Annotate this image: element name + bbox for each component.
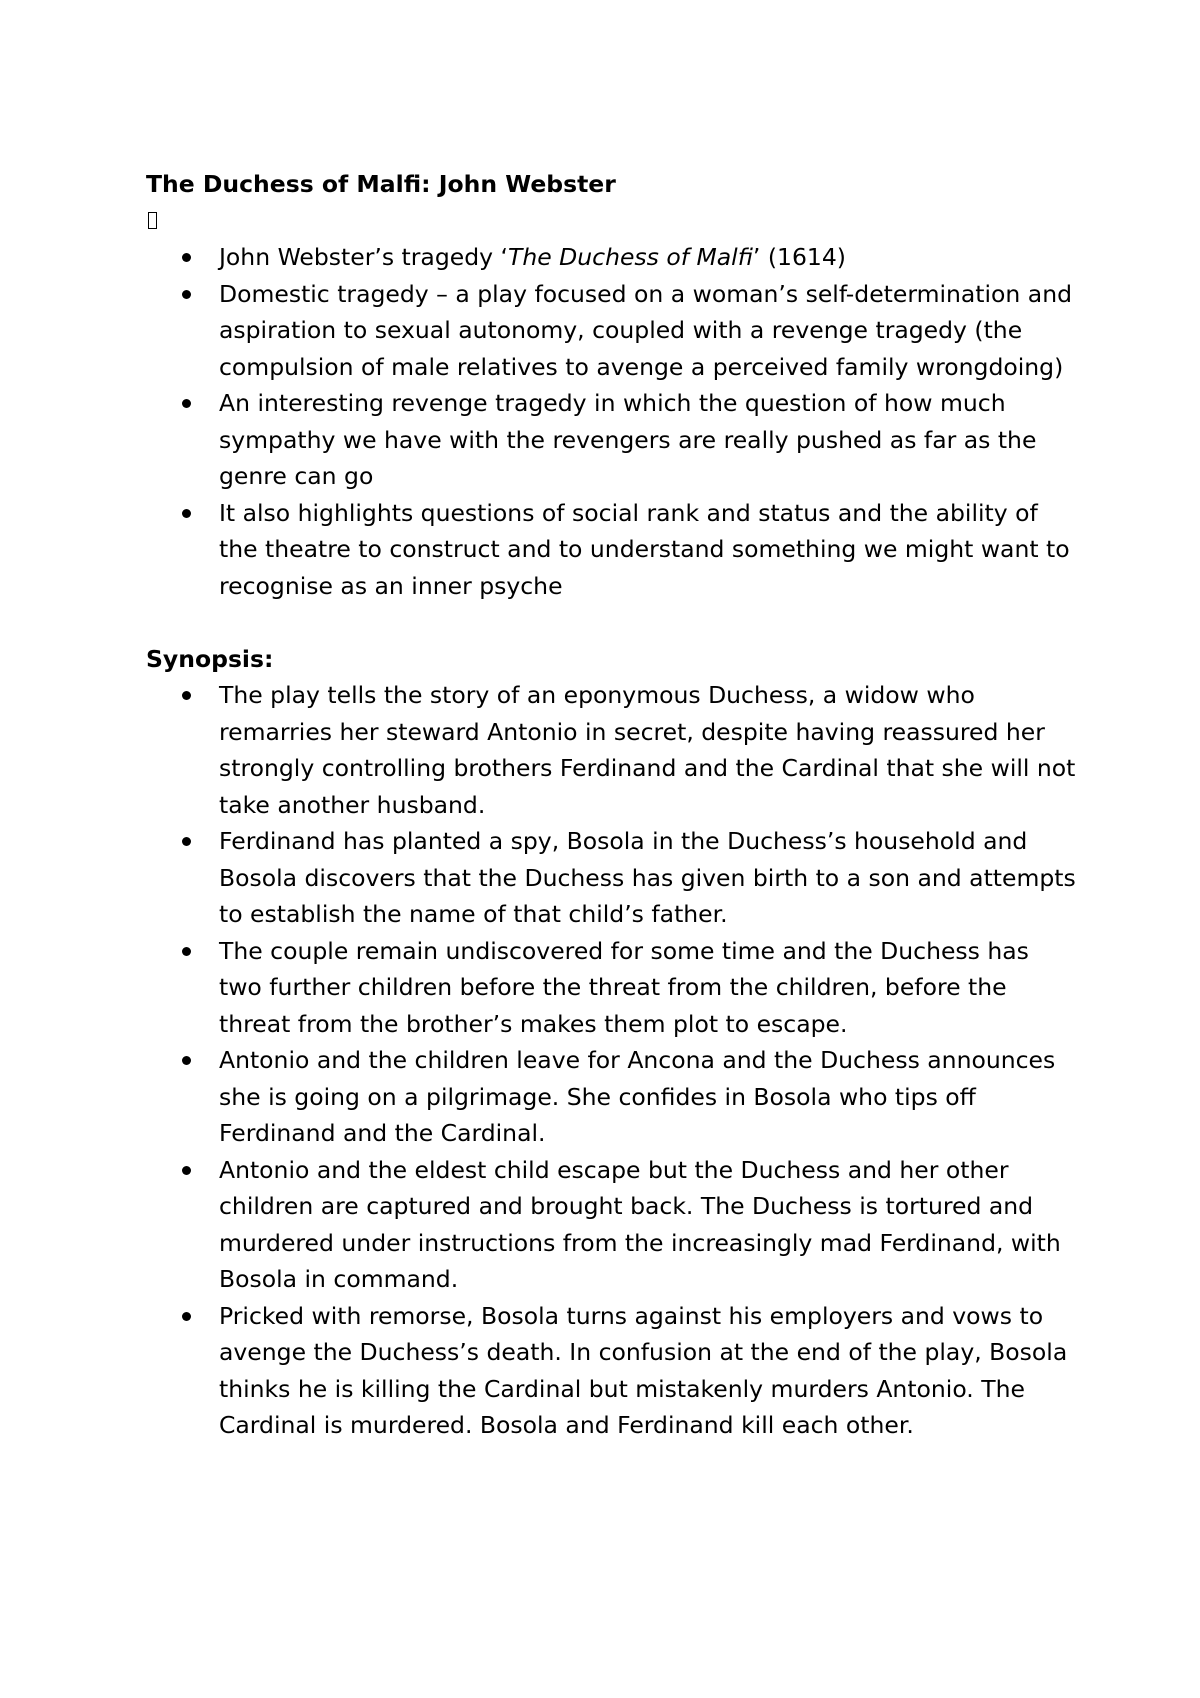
intro-item-1-post: ’ (1614) <box>752 243 846 271</box>
list-item <box>146 239 1076 276</box>
document-body <box>146 166 1076 1444</box>
list-item <box>146 276 1076 386</box>
intro-item-text: It also highlights questions of social rank and status and the ability of the theatre to construct and to understand something we might want to recognise as an inner psyche <box>219 498 1070 600</box>
missing-glyph-icon <box>148 212 157 229</box>
bullet-icon <box>182 253 191 262</box>
bullet-icon <box>182 509 191 518</box>
synopsis-item-text: Antonio and the eldest child escape but the Duchess and her other children are captured and brought back. The Duchess is tortured and murdered under instructions from the increasingly mad Ferdinand, with Bosola in command. <box>219 1155 1061 1293</box>
list-item <box>146 823 1076 933</box>
synopsis-item-text: The couple remain undiscovered for some time and the Duchess has two further children before the threat from the children, before the threat from the brother’s makes them plot to escape. <box>219 936 1029 1038</box>
synopsis-item-text: Pricked with remorse, Bosola turns against his employers and vows to avenge the Duchess’s death. In confusion at the end of the play, Bosola thinks he is killing the Cardinal but mistakenly murders Antonio. The Cardinal is murdered. Bosola and Ferdinand kill each other. <box>219 1301 1068 1439</box>
play-title-italic: The Duchess of Malfi <box>507 243 753 271</box>
synopsis-list <box>146 677 1076 1444</box>
bullet-icon <box>182 1166 191 1175</box>
bullet-icon <box>182 1056 191 1065</box>
bullet-icon <box>182 947 191 956</box>
bullet-icon <box>182 290 191 299</box>
list-item <box>146 933 1076 1043</box>
bullet-icon <box>182 1312 191 1321</box>
synopsis-item-text: The play tells the story of an eponymous Duchess, a widow who remarries her steward Antonio in secret, despite having reassured her strongly controlling brothers Ferdinand and the Cardinal that she will not take another husband. <box>219 681 1076 819</box>
list-item <box>146 385 1076 495</box>
synopsis-heading: Synopsis: <box>146 644 274 673</box>
blank-line <box>146 604 1076 641</box>
synopsis-item-text: Antonio and the children leave for Ancona and the Duchess announces she is going on a pilgrimage. She confides in Bosola who tips off Ferdinand and the Cardinal. <box>219 1046 1056 1147</box>
bullet-icon <box>182 837 191 846</box>
synopsis-item-text: Ferdinand has planted a spy, Bosola in the Duchess’s household and Bosola discovers that the Duchess has given birth to a son and attempts to establish the name of that child’s father. <box>219 827 1076 928</box>
intro-item-text: Domestic tragedy – a play focused on a woman’s self-determination and aspiration to sexual autonomy, coupled with a revenge tragedy (the compulsion of male relatives to avenge a perceived family wrongdoing) <box>219 279 1072 381</box>
list-item <box>146 677 1076 823</box>
intro-item-1-pre: John Webster’s tragedy ‘ <box>219 243 508 271</box>
intro-list <box>146 239 1076 604</box>
page-title: The Duchess of Malfi: John Webster <box>146 170 616 198</box>
list-item <box>146 1042 1076 1152</box>
list-item <box>146 495 1076 605</box>
list-item <box>146 1298 1076 1444</box>
bullet-icon <box>182 691 191 700</box>
list-item <box>146 1152 1076 1298</box>
bullet-icon <box>182 399 191 408</box>
intro-item-text: An interesting revenge tragedy in which the question of how much sympathy we have with the revengers are really pushed as far as the genre can go <box>219 389 1037 490</box>
missing-glyph-row <box>146 203 1076 240</box>
